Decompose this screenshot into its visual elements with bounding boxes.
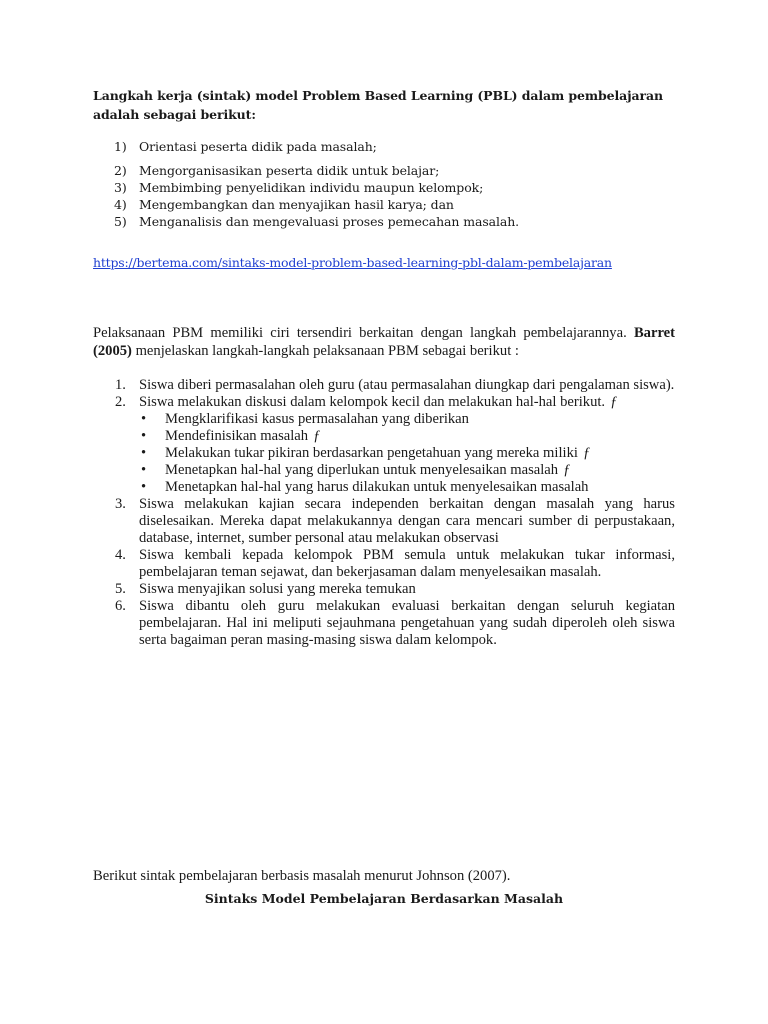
barret-paragraph: [93, 324, 675, 360]
bullet-icon: •: [141, 428, 147, 444]
step-text: Menganalisis dan mengevaluasi proses pemecahan masalah.: [139, 214, 520, 229]
list-item: [93, 213, 653, 230]
bullet-icon: •: [141, 479, 147, 495]
footnote-mark: ƒ: [582, 445, 591, 461]
bullet-text: Mendefinisikan masalah: [165, 428, 309, 444]
step-text: Orientasi peserta didik pada masalah;: [139, 139, 377, 154]
list-item: [93, 196, 653, 213]
sub-bullet-list: [139, 411, 675, 496]
bullet-text: Menetapkan hal-hal yang diperlukan untuk menyelesaikan masalah: [165, 462, 559, 478]
table-title: Sintaks Model Pembelajaran Berdasarkan Masalah: [204, 891, 564, 906]
paragraph-text-start: Pelaksanaan PBM memiliki ciri tersendiri berkaitan dengan langkah pembelajarannya.: [93, 325, 627, 341]
list-item: [93, 394, 675, 411]
list-item: [93, 179, 653, 196]
barret-steps-list: [93, 377, 675, 649]
step-number: 5): [114, 214, 127, 229]
item-text: Siswa kembali kepada kelompok PBM semula untuk melakukan tukar informasi, pembelajaran teman sejawat, dan bekerjasaman dalam menyelesaikan masalah.: [139, 547, 675, 580]
step-number: 1): [114, 139, 127, 154]
item-number: 4.: [115, 547, 126, 563]
item-number: 5.: [115, 581, 126, 597]
item-number: 3.: [115, 496, 126, 512]
bullet-icon: •: [141, 445, 147, 461]
source-link[interactable]: https://bertema.com/sintaks-model-problem-based-learning-pbl-dalam-pembelajaran: [93, 255, 612, 270]
item-number: 1.: [115, 377, 126, 393]
item-text: Siswa menyajikan solusi yang mereka temukan: [139, 581, 416, 597]
bullet-item: [139, 428, 675, 445]
pbl-steps-list: [93, 138, 653, 230]
step-number: 4): [114, 197, 127, 212]
step-number: 2): [114, 163, 127, 178]
item-text: Siswa melakukan diskusi dalam kelompok kecil dan melakukan hal-hal berikut.: [139, 394, 606, 410]
item-number: 2.: [115, 394, 126, 410]
step-number: 3): [114, 180, 127, 195]
item-text: Siswa diberi permasalahan oleh guru (atau permasalahan diungkap dari pengalaman siswa).: [139, 377, 675, 393]
bullet-item: [139, 445, 675, 462]
bullet-text: Mengklarifikasi kasus permasalahan yang diberikan: [165, 411, 469, 427]
list-item: [93, 138, 653, 155]
bullet-item: [139, 411, 675, 428]
bullet-text: Melakukan tukar pikiran berdasarkan pengetahuan yang mereka miliki: [165, 445, 578, 461]
footnote-mark: ƒ: [610, 394, 618, 410]
list-item: [93, 581, 675, 598]
item-number: 6.: [115, 598, 126, 614]
bullet-icon: •: [141, 462, 147, 478]
item-text: Siswa dibantu oleh guru melakukan evaluasi berkaitan dengan seluruh kegiatan pembelajaran. Hal ini meliputi sejauhmana pengetahuan yang sudah diperoleh oleh siswa serta bagaiman peran masing-masing siswa dalam kelompok.: [139, 598, 675, 648]
bullet-icon: •: [141, 411, 147, 427]
intro-heading: Langkah kerja (sintak) model Problem Based Learning (PBL) dalam pembelajaran adalah sebagai berikut:: [93, 88, 664, 122]
step-text: Mengorganisasikan peserta didik untuk belajar;: [139, 163, 440, 178]
footnote-mark: ƒ: [563, 462, 571, 478]
list-item: [93, 547, 675, 581]
list-item: [93, 496, 675, 547]
paragraph-text-end: menjelaskan langkah-langkah pelaksanaan PBM sebagai berikut :: [135, 343, 519, 359]
list-item: [93, 598, 675, 649]
bullet-text: Menetapkan hal-hal yang harus dilakukan untuk menyelesaikan masalah: [165, 479, 589, 495]
step-text: Mengembangkan dan menyajikan hasil karya; dan: [139, 197, 454, 212]
citation-author: Barret (2005): [93, 325, 675, 359]
footnote-mark: ƒ: [313, 428, 321, 444]
item-text: Siswa melakukan kajian secara independen berkaitan dengan masalah yang harus diselesaikan. Mereka dapat melakukannya dengan cara mencari sumber di perpustakaan, database, internet, sumber personal atau melakukan observasi: [139, 496, 675, 546]
step-text: Membimbing penyelidikan individu maupun kelompok;: [139, 180, 484, 195]
johnson-intro-line: Berikut sintak pembelajaran berbasis masalah menurut Johnson (2007).: [93, 868, 511, 884]
bullet-item: [139, 479, 675, 496]
list-item: [93, 162, 653, 179]
list-item: [93, 377, 675, 394]
bullet-item: [139, 462, 675, 479]
